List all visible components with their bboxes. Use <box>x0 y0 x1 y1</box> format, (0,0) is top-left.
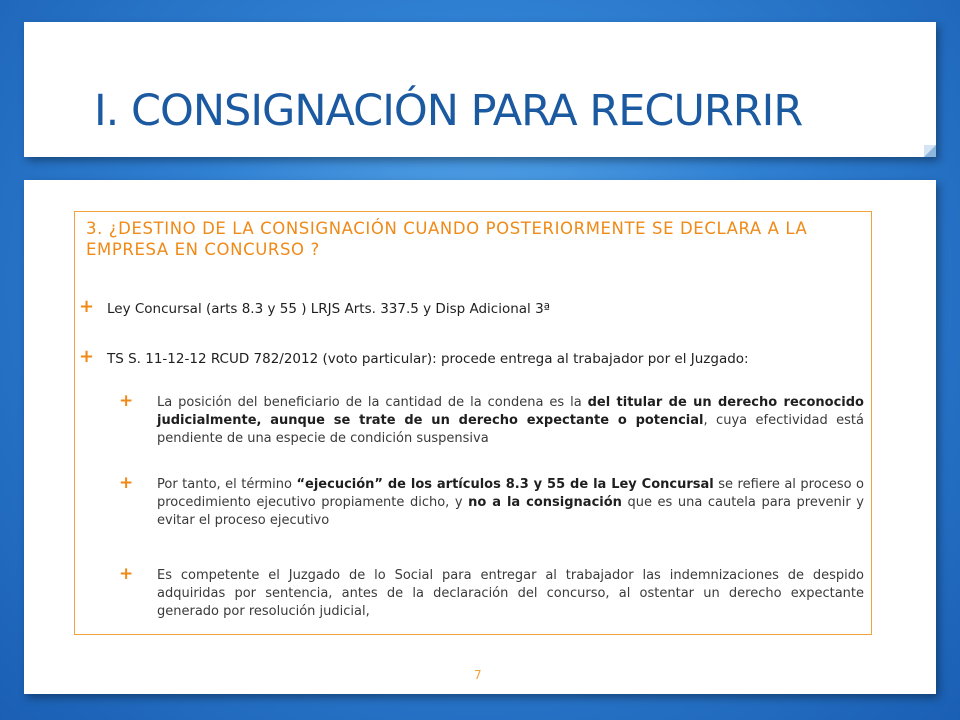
text-run: La posición del beneficiario de la cantidad de la condena es la <box>157 395 588 410</box>
plus-icon: + <box>79 296 95 317</box>
bullet-text: Ley Concursal (arts 8.3 y 55 ) LRJS Arts. 337.5 y Disp Adicional 3ª <box>107 301 551 317</box>
sub-bullet-item <box>119 391 864 448</box>
plus-icon: + <box>79 346 95 367</box>
content-box <box>74 211 872 635</box>
text-run: Por tanto, el término <box>157 477 297 492</box>
bullet-item <box>79 346 865 368</box>
plus-icon: + <box>119 473 134 493</box>
sub-bullet-text <box>157 394 864 448</box>
text-run: que es una cautela para prevenir y evitar el proceso ejecutivo <box>157 495 864 528</box>
text-run: se refiere al proceso o procedimiento ejecutivo propiamente dicho, y <box>157 477 864 510</box>
title-card <box>24 22 936 157</box>
content-card <box>24 180 936 694</box>
sub-bullet-text <box>157 476 864 530</box>
bold-run: no a la consignación <box>468 495 622 510</box>
section-heading: 3. ¿DESTINO DE LA CONSIGNACIÓN CUANDO POSTERIORMENTE SE DECLARA A LA EMPRESA EN CONCURSO ? <box>86 219 808 259</box>
page-number: 7 <box>474 668 482 682</box>
bold-run: del titular de un derecho reconocido judicialmente, aunque se trate de un derecho expectante o potencial <box>157 395 864 428</box>
plus-icon: + <box>119 391 134 411</box>
slide-title: I. CONSIGNACIÓN PARA RECURRIR <box>94 86 803 136</box>
sub-bullet-item <box>119 473 864 530</box>
plus-icon: + <box>119 564 134 584</box>
bullet-text: TS S. 11-12-12 RCUD 782/2012 (voto particular): procede entrega al trabajador por el Juzgado: <box>107 351 749 367</box>
text-run: , cuya efectividad está pendiente de una especie de condición suspensiva <box>157 413 864 446</box>
bold-run: “ejecución” de los artículos 8.3 y 55 de la Ley Concursal <box>296 477 714 492</box>
sub-bullet-text: Es competente el Juzgado de lo Social para entregar al trabajador las indemnizaciones de despido adquiridas por sentencia, antes de la declaración del concurso, al ostentar un derecho expectante generado por resolución judicial, <box>157 568 864 619</box>
bullet-item <box>79 296 865 318</box>
sub-bullet-item <box>119 564 864 621</box>
